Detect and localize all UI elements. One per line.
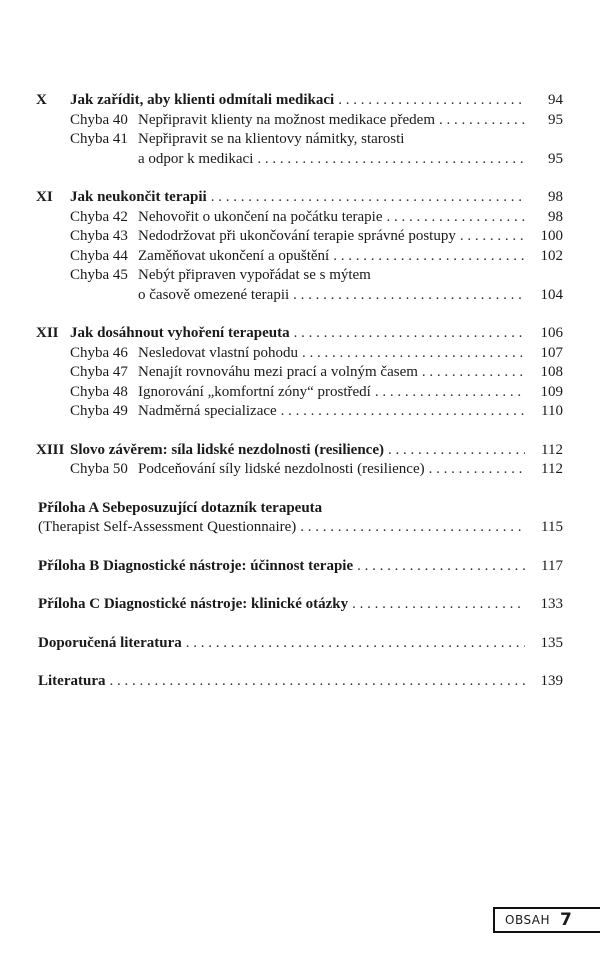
entry-text	[70, 91, 525, 111]
dot-leader	[422, 363, 525, 383]
page-number: 112	[541, 441, 563, 458]
toc-entry-row[interactable]	[0, 111, 600, 131]
entry-title: Příloha A Sebeposuzující dotazník terapeuta	[38, 499, 323, 516]
entry-text	[70, 188, 525, 208]
entry-text	[138, 344, 525, 364]
entry-title: Podceňování síly lidské nezdolnosti (resilience)	[138, 461, 425, 477]
entry-title: Literatura	[38, 673, 106, 689]
dot-leader	[429, 460, 525, 480]
chapter-number: X	[36, 92, 47, 108]
toc-entry-row[interactable]	[0, 208, 600, 228]
chapter-number: XII	[36, 325, 59, 341]
toc-entry-row[interactable]	[0, 402, 600, 422]
entry-text	[38, 557, 525, 577]
entry-text	[138, 130, 525, 150]
entry-title: Nepřipravit se na klientovy námitky, starosti	[138, 131, 405, 147]
entry-title: Doporučená literatura	[38, 634, 182, 651]
chapter-x	[0, 91, 600, 169]
page-number: 110	[541, 403, 563, 419]
toc-entry-row[interactable]	[0, 227, 600, 247]
appendix-entry	[0, 672, 600, 692]
page-number: 95	[548, 111, 563, 128]
entry-title: Nedodržovat při ukončování terapie správné postupy	[138, 228, 456, 244]
toc-entry-row[interactable]	[0, 595, 600, 615]
mistake-label: Chyba 45	[70, 267, 128, 283]
toc-entry-row[interactable]	[0, 499, 600, 519]
page-number: 102	[540, 247, 563, 264]
page-number: 109	[540, 383, 563, 400]
entry-title: Jak dosáhnout vyhoření terapeuta	[70, 325, 290, 341]
entry-text	[138, 286, 525, 306]
chapter-number: XIII	[36, 441, 65, 458]
entry-text	[138, 402, 525, 422]
entry-title: Ignorování „komfortní zóny“ prostředí	[138, 383, 371, 400]
page-number: 98	[548, 208, 563, 225]
chapter-number: XI	[36, 189, 53, 205]
toc-entry-row[interactable]	[0, 518, 600, 538]
dot-leader	[302, 344, 525, 364]
mistake-label: Chyba 44	[70, 247, 128, 264]
page-number: 115	[541, 519, 563, 535]
appendix-entry	[0, 595, 600, 615]
dot-leader	[293, 286, 525, 306]
dot-leader	[357, 557, 525, 577]
chapter-row[interactable]	[0, 188, 600, 208]
table-of-contents	[0, 91, 600, 711]
chapter-xi	[0, 188, 600, 305]
entry-text	[38, 672, 525, 692]
entry-text	[38, 595, 525, 615]
mistake-label: Chyba 48	[70, 383, 128, 400]
page-number: 107	[540, 344, 563, 361]
mistake-label: Chyba 42	[70, 208, 128, 225]
entry-title: Slovo závěrem: síla lidské nezdolnosti (resilience)	[70, 441, 384, 458]
entry-text	[38, 518, 525, 538]
page-number: 7	[560, 910, 572, 930]
footer-section-label: OBSAH	[505, 913, 551, 927]
page-number: 139	[540, 673, 563, 689]
entry-title: Nesledovat vlastní pohodu	[138, 344, 298, 361]
page-number: 98	[548, 189, 563, 205]
page-number: 135	[540, 634, 563, 651]
entry-text	[138, 460, 525, 480]
dot-leader	[333, 247, 525, 267]
entry-text	[138, 266, 525, 286]
toc-entry-row[interactable]	[0, 672, 600, 692]
entry-title: Nehovořit o ukončení na počátku terapie	[138, 208, 383, 225]
toc-entry-row[interactable]	[0, 383, 600, 403]
toc-entry-row[interactable]	[0, 266, 600, 286]
dot-leader	[211, 188, 525, 208]
toc-entry-row[interactable]	[0, 247, 600, 267]
page-number: 117	[541, 557, 563, 574]
mistake-label: Chyba 40	[70, 111, 128, 128]
chapter-row[interactable]	[0, 441, 600, 461]
entry-text	[70, 324, 525, 344]
toc-entry-row[interactable]	[0, 634, 600, 654]
entry-text	[38, 634, 525, 654]
dot-leader	[257, 150, 525, 170]
dot-leader	[439, 111, 525, 131]
toc-entry-row[interactable]	[0, 460, 600, 480]
entry-text	[138, 383, 525, 403]
chapter-xii	[0, 324, 600, 422]
appendix-entry	[0, 499, 600, 538]
mistake-label: Chyba 50	[70, 461, 128, 477]
entry-text	[70, 441, 525, 461]
entry-text	[38, 499, 525, 519]
dot-leader	[186, 634, 525, 654]
dot-leader	[338, 91, 525, 111]
toc-entry-row[interactable]	[0, 344, 600, 364]
entry-title: o časově omezené terapii	[138, 286, 290, 303]
mistake-label: Chyba 46	[70, 344, 128, 361]
entry-title: Zaměňovat ukončení a opuštění	[138, 247, 330, 264]
dot-leader	[109, 672, 525, 692]
dot-leader	[300, 518, 525, 538]
toc-entry-row[interactable]	[0, 363, 600, 383]
entry-text	[138, 227, 525, 247]
toc-entry-row[interactable]	[0, 150, 600, 170]
entry-title: Nebýt připraven vypořádat se s mýtem	[138, 267, 371, 283]
entry-text	[138, 111, 525, 131]
entry-title: Nenajít rovnováhu mezi prací a volným časem	[138, 364, 418, 380]
page-number: 112	[541, 461, 563, 477]
dot-leader	[281, 402, 525, 422]
page-number: 108	[540, 364, 563, 380]
toc-entry-row[interactable]	[0, 130, 600, 150]
entry-title: Nadměrná specializace	[138, 403, 277, 419]
mistake-label: Chyba 43	[70, 228, 128, 244]
dot-leader	[352, 595, 525, 615]
chapter-xiii	[0, 441, 600, 480]
entry-title: Jak zařídit, aby klienti odmítali medikaci	[70, 92, 335, 108]
appendix-entry	[0, 557, 600, 577]
entry-text	[138, 150, 525, 170]
mistake-label: Chyba 41	[70, 131, 128, 147]
dot-leader	[388, 441, 525, 461]
page-number: 133	[540, 596, 563, 612]
mistake-label: Chyba 49	[70, 403, 128, 419]
page-number: 104	[540, 286, 563, 303]
entry-title: a odpor k medikaci	[138, 150, 254, 167]
chapter-row[interactable]	[0, 91, 600, 111]
entry-title: Nepřipravit klienty na možnost medikace předem	[138, 111, 435, 128]
page-number: 106	[540, 325, 563, 341]
entry-text	[138, 208, 525, 228]
entry-title: Příloha B Diagnostické nástroje: účinnost terapie	[38, 557, 354, 574]
page-number: 94	[548, 92, 563, 108]
dot-leader	[294, 324, 525, 344]
mistake-label: Chyba 47	[70, 364, 128, 380]
appendix-entry	[0, 634, 600, 654]
entry-title: Příloha C Diagnostické nástroje: klinické otázky	[38, 596, 349, 612]
page-footer-tab	[493, 907, 600, 933]
dot-leader	[387, 208, 526, 228]
entry-text	[138, 363, 525, 383]
entry-text	[138, 247, 525, 267]
dot-leader	[460, 227, 525, 247]
chapter-row[interactable]	[0, 324, 600, 344]
toc-entry-row[interactable]	[0, 286, 600, 306]
toc-entry-row[interactable]	[0, 557, 600, 577]
page-number: 95	[548, 150, 563, 167]
entry-title: Jak neukončit terapii	[70, 189, 207, 205]
page-number: 100	[540, 228, 563, 244]
entry-title: (Therapist Self-Assessment Questionnaire)	[38, 519, 297, 535]
dot-leader	[375, 383, 525, 403]
